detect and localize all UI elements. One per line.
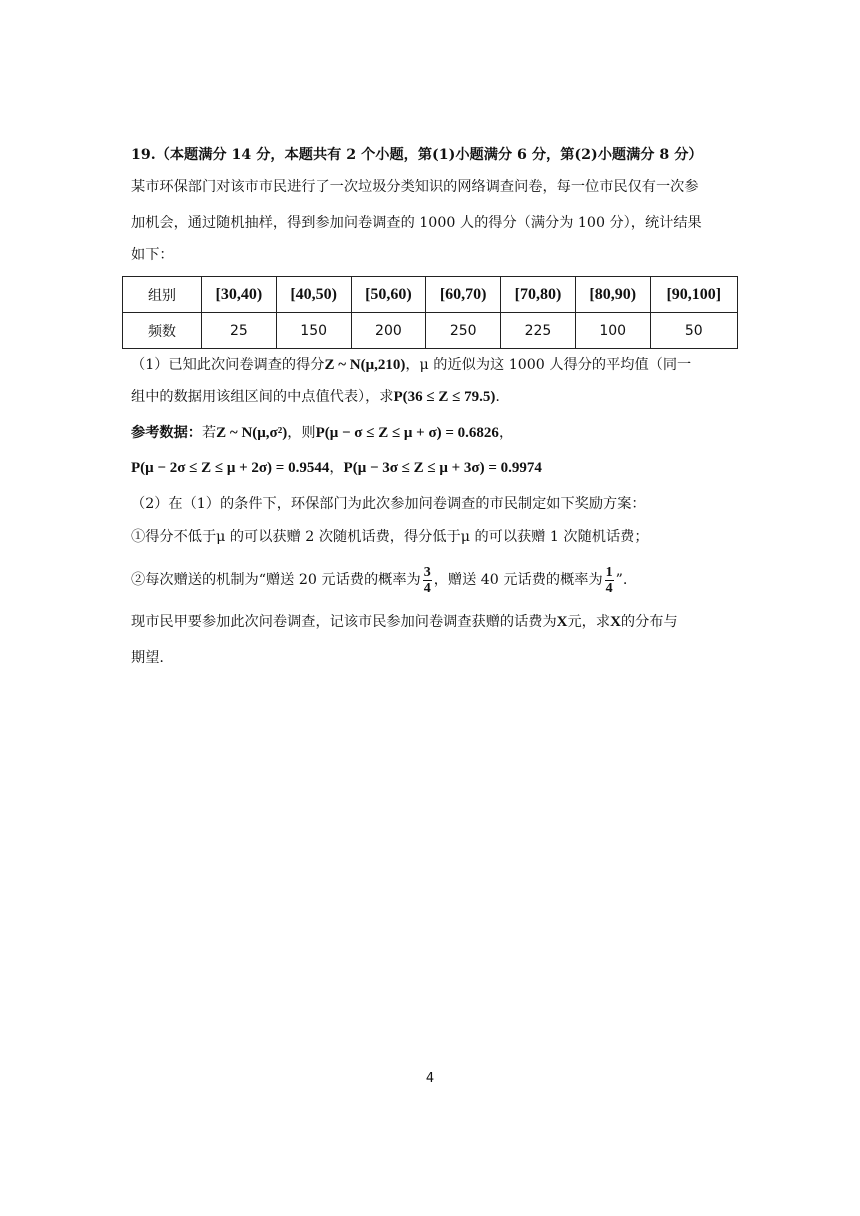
intro-line-2: 加机会，通过随机抽样，得到参加问卷调查的 1000 人的得分（满分为 100 分），统计结果 bbox=[131, 215, 702, 231]
fraction-denominator: 4 bbox=[423, 580, 431, 596]
part1-text-a: （1）已知此次问卷调查的得分 bbox=[131, 357, 325, 373]
table-row-frequencies bbox=[123, 313, 738, 349]
frequency-cell: 150 bbox=[276, 313, 351, 349]
page-number: 4 bbox=[425, 1071, 435, 1086]
row-header-groups: 组别 bbox=[123, 277, 202, 313]
part2-text-b: ，赠送 40 元话费的概率为 bbox=[433, 572, 603, 588]
reference-formula-c: P(μ − 2σ ≤ Z ≤ μ + 2σ) = 0.9544 bbox=[131, 460, 330, 476]
reference-formula-d: P(μ − 3σ ≤ Z ≤ μ + 3σ) = 0.9974 bbox=[343, 460, 542, 476]
reference-line-2 bbox=[131, 458, 741, 478]
reference-formula-a: Z ~ N(μ,σ²) bbox=[216, 425, 288, 441]
part2-line-4 bbox=[131, 612, 741, 632]
frequency-cell: 250 bbox=[426, 313, 501, 349]
fraction-one-quarter bbox=[605, 565, 614, 596]
frequency-cell: 50 bbox=[650, 313, 737, 349]
reference-text-a: 若 bbox=[201, 425, 217, 441]
variable-x: X bbox=[556, 614, 568, 630]
variable-x: X bbox=[610, 614, 621, 630]
part1-line-2 bbox=[131, 387, 741, 407]
table-row-groups bbox=[123, 277, 738, 313]
part2-text-e: 元，求 bbox=[567, 614, 611, 630]
reference-line-1 bbox=[131, 423, 741, 443]
reference-text-d: ， bbox=[329, 460, 344, 476]
part1-text-c: 组中的数据用该组区间的中点值代表），求 bbox=[131, 389, 394, 405]
reference-text-c: ， bbox=[498, 425, 514, 441]
part2-text-f: 的分布与 bbox=[620, 614, 678, 630]
part2-text-a: ②每次赠送的机制为“赠送 20 元话费的概率为 bbox=[131, 572, 421, 588]
frequency-table bbox=[122, 276, 738, 349]
reference-label: 参考数据： bbox=[131, 425, 202, 441]
part2-line-2: ①得分不低于μ 的可以获赠 2 次随机话费，得分低于μ 的可以获赠 1 次随机话费； bbox=[131, 529, 649, 545]
group-cell: [50,60) bbox=[351, 277, 426, 313]
part1-text-d: . bbox=[495, 389, 500, 405]
part2-line-5: 期望. bbox=[131, 650, 164, 666]
frequency-cell: 25 bbox=[202, 313, 277, 349]
frequency-cell: 100 bbox=[575, 313, 650, 349]
group-cell: [60,70) bbox=[426, 277, 501, 313]
intro-line-3: 如下： bbox=[131, 247, 174, 263]
part2-text-d: 现市民甲要参加此次问卷调查，记该市民参加问卷调查获赠的话费为 bbox=[131, 614, 557, 630]
group-cell: [30,40) bbox=[202, 277, 277, 313]
fraction-three-quarters bbox=[423, 565, 432, 596]
part2-line-3 bbox=[131, 560, 741, 600]
reference-text-b: ，则 bbox=[287, 425, 316, 441]
group-cell: [80,90) bbox=[575, 277, 650, 313]
part2-text-c: ”. bbox=[615, 572, 628, 588]
row-header-frequencies: 频数 bbox=[123, 313, 202, 349]
fraction-numerator: 3 bbox=[423, 564, 431, 580]
problem-heading: 19.（本题满分 14 分，本题共有 2 个小题，第(1)小题满分 6 分，第(2)小题满分 8 分） bbox=[131, 147, 703, 163]
normal-distribution-formula: Z ~ N(μ,210) bbox=[324, 357, 406, 373]
group-cell: [40,50) bbox=[276, 277, 351, 313]
part1-line-1 bbox=[131, 355, 741, 375]
frequency-cell: 200 bbox=[351, 313, 426, 349]
fraction-numerator: 1 bbox=[605, 564, 613, 580]
group-cell: [70,80) bbox=[501, 277, 576, 313]
group-cell: [90,100] bbox=[650, 277, 737, 313]
fraction-denominator: 4 bbox=[605, 580, 613, 596]
part1-text-b: ，μ 的近似为这 1000 人得分的平均值（同一 bbox=[405, 357, 692, 373]
intro-line-1: 某市环保部门对该市市民进行了一次垃圾分类知识的网络调查问卷，每一位市民仅有一次参 bbox=[131, 179, 699, 195]
reference-formula-b: P(μ − σ ≤ Z ≤ μ + σ) = 0.6826 bbox=[315, 425, 499, 441]
part2-line-1: （2）在（1）的条件下，环保部门为此次参加问卷调查的市民制定如下奖励方案： bbox=[131, 496, 646, 512]
frequency-cell: 225 bbox=[501, 313, 576, 349]
probability-formula: P(36 ≤ Z ≤ 79.5) bbox=[393, 389, 496, 405]
